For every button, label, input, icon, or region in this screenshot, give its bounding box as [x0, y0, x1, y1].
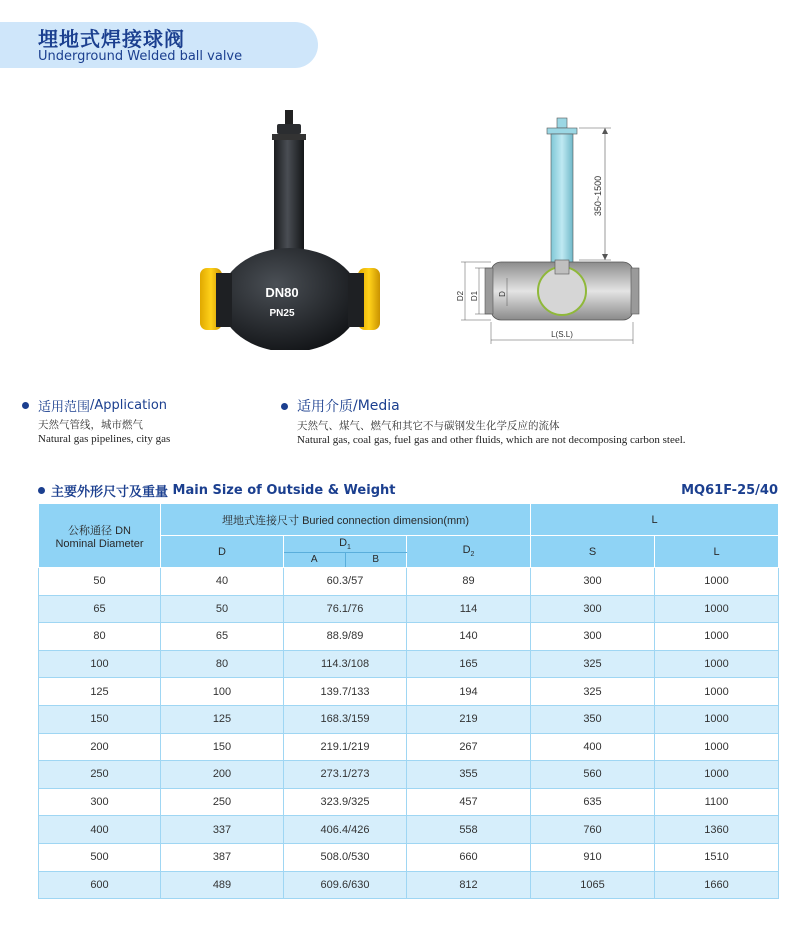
cell-dn: 500 [39, 843, 161, 871]
cell-d2: 558 [407, 816, 531, 844]
bullet-icon [22, 402, 29, 409]
col-header-d1 [284, 536, 407, 553]
cell-d1: 88.9/89 [284, 623, 407, 651]
col-header-d2-label: D [462, 544, 471, 557]
cell-d: 125 [161, 705, 284, 733]
table-row [39, 816, 779, 844]
cell-d1: 406.4/426 [284, 816, 407, 844]
cell-l: 1000 [655, 761, 779, 789]
col-header-d2-sub: 2 [470, 551, 475, 559]
cell-l: 1000 [655, 733, 779, 761]
cell-s: 325 [531, 678, 655, 706]
media-heading-cn: 适用介质 [297, 399, 353, 415]
dn-marking: DN80 [265, 285, 299, 300]
l-dim-label: L(S.L) [551, 330, 573, 339]
cell-l: 1000 [655, 650, 779, 678]
cell-dn: 80 [39, 623, 161, 651]
cell-d2: 194 [407, 678, 531, 706]
d2-dim-label: D2 [456, 290, 465, 302]
table-title-en: Main Size of Outside & Weight [172, 483, 396, 498]
cell-dn: 65 [39, 595, 161, 623]
table-row [39, 788, 779, 816]
cell-l: 1000 [655, 568, 779, 596]
cell-d1: 609.6/630 [284, 871, 407, 899]
cell-d: 50 [161, 595, 284, 623]
cell-d2: 267 [407, 733, 531, 761]
table-title-cn: 主要外形尺寸及重量 [51, 485, 169, 500]
cell-d: 65 [161, 623, 284, 651]
table-row [39, 733, 779, 761]
cell-d2: 355 [407, 761, 531, 789]
cell-dn: 100 [39, 650, 161, 678]
cell-s: 1065 [531, 871, 655, 899]
cell-l: 1360 [655, 816, 779, 844]
cell-l: 1000 [655, 623, 779, 651]
col-header-d: D [161, 536, 284, 568]
application-text-en: Natural gas pipelines, city gas [38, 433, 171, 445]
cell-d: 40 [161, 568, 284, 596]
media-text-en: Natural gas, coal gas, fuel gas and other fluids, which are not decomposing carbon steel. [297, 434, 686, 446]
col-header-dn [39, 504, 161, 568]
cell-dn: 300 [39, 788, 161, 816]
cell-d: 100 [161, 678, 284, 706]
col-header-buried: 埋地式连接尺寸 Buried connection dimension(mm) [161, 504, 531, 536]
cell-d: 80 [161, 650, 284, 678]
cell-l: 1000 [655, 678, 779, 706]
valve-photo [198, 110, 398, 350]
cell-d2: 140 [407, 623, 531, 651]
cell-d: 387 [161, 843, 284, 871]
bullet-icon [281, 403, 288, 410]
cell-d2: 114 [407, 595, 531, 623]
bullet-icon [38, 487, 45, 494]
col-header-l-group: L [531, 504, 779, 536]
media-section [281, 396, 686, 446]
height-dim-label: 350~1500 [593, 175, 603, 217]
d1-dim-label: D1 [470, 290, 479, 302]
table-row [39, 843, 779, 871]
col-header-s: S [531, 536, 655, 568]
cell-s: 910 [531, 843, 655, 871]
cell-d1: 273.1/273 [284, 761, 407, 789]
cell-s: 400 [531, 733, 655, 761]
page-subtitle: Underground Welded ball valve [38, 49, 243, 64]
cell-d2: 219 [407, 705, 531, 733]
cell-s: 300 [531, 595, 655, 623]
cell-dn: 150 [39, 705, 161, 733]
cell-s: 635 [531, 788, 655, 816]
cell-d1: 508.0/530 [284, 843, 407, 871]
table-row [39, 678, 779, 706]
col-header-d1-sub: 1 [347, 544, 351, 552]
cell-d2: 660 [407, 843, 531, 871]
application-heading-cn: 适用范围 [38, 400, 91, 415]
cell-d2: 165 [407, 650, 531, 678]
model-number: MQ61F-25/40 [681, 483, 778, 498]
application-heading-en: /Application [90, 398, 168, 413]
cell-d1: 168.3/159 [284, 705, 407, 733]
cell-l: 1000 [655, 705, 779, 733]
table-row [39, 623, 779, 651]
d-dim-label: D [498, 291, 507, 297]
col-header-b: B [372, 554, 380, 565]
cell-dn: 125 [39, 678, 161, 706]
cell-s: 300 [531, 568, 655, 596]
cell-d2: 457 [407, 788, 531, 816]
cell-d1: 76.1/76 [284, 595, 407, 623]
table-row [39, 705, 779, 733]
cell-d2: 89 [407, 568, 531, 596]
cell-d1: 114.3/108 [284, 650, 407, 678]
media-heading-en: /Media [353, 398, 400, 414]
cell-dn: 400 [39, 816, 161, 844]
cell-s: 350 [531, 705, 655, 733]
table-row [39, 568, 779, 596]
cell-s: 325 [531, 650, 655, 678]
application-text-cn: 天然气管线，城市燃气 [38, 419, 143, 431]
cell-dn: 250 [39, 761, 161, 789]
cell-d1: 60.3/57 [284, 568, 407, 596]
table-row [39, 595, 779, 623]
cell-s: 300 [531, 623, 655, 651]
valve-drawing [455, 110, 645, 350]
cell-d: 337 [161, 816, 284, 844]
cell-l: 1100 [655, 788, 779, 816]
col-header-l: L [655, 536, 779, 568]
col-header-ab [284, 553, 407, 568]
media-text-cn: 天然气、煤气、燃气和其它不与碳钢发生化学反应的流体 [297, 420, 560, 432]
cell-d: 200 [161, 761, 284, 789]
cell-d: 489 [161, 871, 284, 899]
spec-table [38, 503, 779, 899]
cell-dn: 200 [39, 733, 161, 761]
col-header-dn-en: Nominal Diameter [55, 537, 144, 550]
cell-l: 1000 [655, 595, 779, 623]
table-row [39, 650, 779, 678]
table-heading [38, 481, 778, 500]
col-header-d2 [407, 536, 531, 568]
cell-d: 250 [161, 788, 284, 816]
page-title: 埋地式焊接球阀 [38, 27, 185, 51]
cell-s: 560 [531, 761, 655, 789]
table-row [39, 761, 779, 789]
cell-l: 1510 [655, 843, 779, 871]
spec-table-body [39, 568, 779, 899]
cell-d1: 139.7/133 [284, 678, 407, 706]
cell-dn: 600 [39, 871, 161, 899]
cell-l: 1660 [655, 871, 779, 899]
cell-d2: 812 [407, 871, 531, 899]
cell-dn: 50 [39, 568, 161, 596]
cell-d1: 219.1/219 [284, 733, 407, 761]
pn-marking: PN25 [269, 308, 295, 319]
col-header-dn-cn: 公称通径 DN [68, 524, 131, 537]
cell-d1: 323.9/325 [284, 788, 407, 816]
application-section [22, 396, 170, 445]
col-header-d1-label: D [339, 536, 348, 549]
cell-d: 150 [161, 733, 284, 761]
col-header-a: A [284, 553, 346, 567]
cell-s: 760 [531, 816, 655, 844]
table-row [39, 871, 779, 899]
